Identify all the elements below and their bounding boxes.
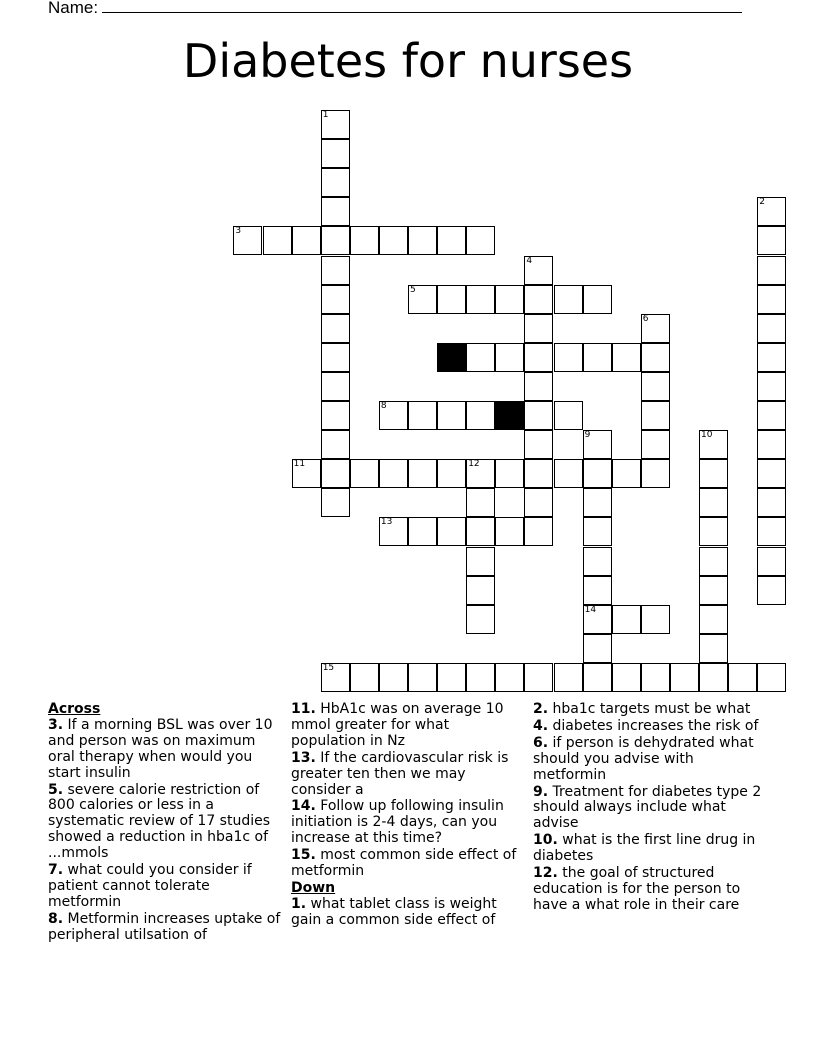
- grid-cell[interactable]: [495, 517, 524, 546]
- grid-cell[interactable]: [757, 459, 786, 488]
- clue-down-12: 12. the goal of structured education is for the person to have a what role in their care: [533, 865, 741, 913]
- grid-cell[interactable]: [524, 285, 553, 314]
- grid-cell[interactable]: [583, 459, 612, 488]
- clue-number: 6: [642, 313, 649, 324]
- grid-cell[interactable]: [699, 459, 728, 488]
- grid-cell[interactable]: [524, 314, 553, 343]
- grid-cell[interactable]: [466, 547, 495, 576]
- blocked-cell: [437, 343, 466, 372]
- grid-cell[interactable]: [583, 663, 612, 692]
- grid-cell[interactable]: [583, 547, 612, 576]
- clue-down-6: 6. if person is dehydrated what should you advise with metformin: [533, 734, 754, 783]
- grid-cell[interactable]: [466, 576, 495, 605]
- grid-cell[interactable]: [379, 226, 408, 255]
- grid-cell[interactable]: [524, 488, 553, 517]
- grid-cell[interactable]: [757, 285, 786, 314]
- grid-cell[interactable]: [466, 401, 495, 430]
- grid-cell[interactable]: [495, 459, 524, 488]
- grid-cell[interactable]: [612, 663, 641, 692]
- grid-cell[interactable]: [641, 663, 670, 692]
- grid-cell[interactable]: [554, 343, 583, 372]
- grid-cell[interactable]: [321, 459, 350, 488]
- grid-cell[interactable]: [466, 226, 495, 255]
- grid-cell[interactable]: [524, 430, 553, 459]
- clue-across-5: 5. severe calorie restriction of 800 calories or less in a systematic review of 17 studies showed a reduction in hba1c of ...mmols: [48, 781, 271, 862]
- grid-cell[interactable]: [699, 605, 728, 634]
- grid-cell[interactable]: [321, 168, 350, 197]
- grid-cell[interactable]: [437, 517, 466, 546]
- grid-cell[interactable]: [350, 663, 379, 692]
- grid-cell[interactable]: [612, 343, 641, 372]
- grid-cell[interactable]: [641, 459, 670, 488]
- clue-number: 5: [410, 284, 416, 295]
- clue-across-8: 8. Metformin increases uptake of peripheral utilsation of: [48, 910, 281, 943]
- grid-cell[interactable]: [408, 226, 437, 255]
- grid-cell[interactable]: [466, 517, 495, 546]
- grid-cell[interactable]: [641, 314, 670, 343]
- grid-cell[interactable]: [554, 285, 583, 314]
- grid-cell[interactable]: [321, 401, 350, 430]
- grid-cell[interactable]: [554, 401, 583, 430]
- grid-cell[interactable]: [524, 459, 553, 488]
- grid-cell[interactable]: [757, 488, 786, 517]
- clue-number: 9: [584, 430, 591, 441]
- grid-cell[interactable]: [437, 401, 466, 430]
- grid-cell[interactable]: [757, 197, 786, 226]
- grid-cell[interactable]: [379, 401, 408, 430]
- clue-number: 8: [380, 401, 387, 411]
- grid-cell[interactable]: [612, 459, 641, 488]
- grid-cell[interactable]: [757, 372, 786, 401]
- grid-cell[interactable]: [583, 343, 612, 372]
- grid-cell[interactable]: [495, 285, 524, 314]
- grid-cell[interactable]: [495, 343, 524, 372]
- grid-cell[interactable]: [321, 488, 350, 517]
- grid-cell[interactable]: [321, 663, 350, 692]
- clue-number: 2: [759, 197, 765, 208]
- grid-cell[interactable]: [233, 226, 262, 255]
- grid-cell[interactable]: [350, 226, 379, 255]
- grid-cell[interactable]: [408, 517, 437, 546]
- grid-cell[interactable]: [263, 226, 292, 255]
- grid-cell[interactable]: [466, 488, 495, 517]
- grid-cell[interactable]: [583, 285, 612, 314]
- clue-across-7: 7. what could you consider if patient cannot tolerate metformin: [48, 862, 252, 910]
- clue-number: 13: [380, 517, 393, 528]
- clue-number: 11: [293, 459, 306, 470]
- clue-down-10: 10. what is the first line drug in diabetes: [533, 832, 756, 865]
- grid-cell[interactable]: [554, 663, 583, 692]
- grid-cell[interactable]: [583, 430, 612, 459]
- grid-cell[interactable]: [699, 517, 728, 546]
- grid-cell[interactable]: [757, 256, 786, 285]
- clue-number: 4: [526, 255, 533, 266]
- grid-cell[interactable]: [379, 517, 408, 546]
- grid-cell[interactable]: [408, 285, 437, 314]
- grid-cell[interactable]: [699, 576, 728, 605]
- grid-cell[interactable]: [321, 139, 350, 168]
- grid-cell[interactable]: [524, 343, 553, 372]
- grid-cell[interactable]: [321, 110, 350, 139]
- grid-cell[interactable]: [350, 459, 379, 488]
- grid-cell[interactable]: [583, 517, 612, 546]
- grid-cell[interactable]: [321, 430, 350, 459]
- clue-across-15: 15. most common side effect of metformin: [291, 847, 517, 880]
- name-label: Name:: [48, 0, 99, 17]
- grid-cell[interactable]: [641, 401, 670, 430]
- clue-across-11: 11. HbA1c was on average 10 mmol greater for what population in Nz: [291, 701, 504, 749]
- clue-number: 10: [701, 430, 713, 441]
- grid-cell[interactable]: [757, 663, 786, 692]
- clue-down-2: 2. hba1c targets must be what: [533, 701, 751, 717]
- grid-cell[interactable]: [757, 226, 786, 255]
- grid-cell[interactable]: [699, 634, 728, 663]
- grid-cell[interactable]: [321, 256, 350, 285]
- puzzle-title: Diabetes for nurses: [182, 34, 634, 88]
- grid-cell[interactable]: [670, 663, 699, 692]
- grid-cell[interactable]: [524, 256, 553, 285]
- grid-cell[interactable]: [641, 343, 670, 372]
- grid-cell[interactable]: [292, 226, 321, 255]
- grid-cell[interactable]: [321, 285, 350, 314]
- clue-column-2: [291, 702, 517, 930]
- clue-down-4: 4. diabetes increases the risk of: [533, 717, 759, 734]
- grid-cell[interactable]: [699, 547, 728, 576]
- grid-cell[interactable]: [524, 372, 553, 401]
- clue-number: 3: [235, 226, 242, 237]
- clue-column-3: [533, 702, 763, 915]
- grid-cell[interactable]: [641, 605, 670, 634]
- grid-cell[interactable]: [379, 663, 408, 692]
- grid-cell[interactable]: [321, 372, 350, 401]
- grid-cell[interactable]: [437, 285, 466, 314]
- grid-cell[interactable]: [408, 459, 437, 488]
- grid-cell[interactable]: [379, 459, 408, 488]
- grid-cell[interactable]: [466, 459, 495, 488]
- grid-cell[interactable]: [466, 285, 495, 314]
- clue-across-13: 13. If the cardiovascular risk is greater ten then we may consider a: [291, 749, 509, 798]
- grid-cell[interactable]: [408, 401, 437, 430]
- down-heading: Down: [291, 879, 336, 896]
- grid-cell[interactable]: [495, 663, 524, 692]
- grid-cell[interactable]: [728, 663, 757, 692]
- grid-cell[interactable]: [321, 314, 350, 343]
- blocked-cell: [495, 401, 524, 430]
- grid-cell[interactable]: [437, 663, 466, 692]
- grid-cell[interactable]: [524, 401, 553, 430]
- grid-cell[interactable]: [437, 226, 466, 255]
- clue-column-1: [48, 702, 283, 945]
- grid-cell[interactable]: [524, 517, 553, 546]
- grid-cell[interactable]: [757, 401, 786, 430]
- clue-across-3: 3. If a morning BSL was over 10 and person was on maximum oral therapy when would you start insulin: [48, 716, 273, 781]
- grid-cell[interactable]: [466, 343, 495, 372]
- clue-number: 1: [322, 110, 329, 120]
- clue-number: 12: [468, 459, 480, 470]
- grid-cell[interactable]: [757, 314, 786, 343]
- grid-cell[interactable]: [757, 517, 786, 546]
- grid-cell[interactable]: [321, 197, 350, 226]
- grid-cell[interactable]: [466, 663, 495, 692]
- grid-cell[interactable]: [612, 605, 641, 634]
- grid-cell[interactable]: [292, 459, 321, 488]
- grid-cell[interactable]: [524, 663, 553, 692]
- grid-cell[interactable]: [699, 488, 728, 517]
- grid-cell[interactable]: [583, 605, 612, 634]
- grid-cell[interactable]: [321, 343, 350, 372]
- grid-cell[interactable]: [699, 430, 728, 459]
- clue-across-14: 14. Follow up following insulin initiation is 2-4 days, can you increase at this time?: [291, 798, 504, 847]
- grid-cell[interactable]: [583, 634, 612, 663]
- grid-cell[interactable]: [554, 459, 583, 488]
- grid-cell[interactable]: [757, 430, 786, 459]
- grid-cell[interactable]: [583, 576, 612, 605]
- grid-cell[interactable]: [757, 547, 786, 576]
- grid-cell[interactable]: [437, 459, 466, 488]
- grid-cell[interactable]: [641, 372, 670, 401]
- clue-down-9: 9. Treatment for diabetes type 2 should always include what advise: [533, 783, 762, 832]
- grid-cell[interactable]: [757, 576, 786, 605]
- grid-cell[interactable]: [699, 663, 728, 692]
- clue-down-1: 1. what tablet class is weight gain a common side effect of: [291, 895, 497, 928]
- grid-cell[interactable]: [583, 488, 612, 517]
- grid-cell[interactable]: [321, 226, 350, 255]
- grid-cell[interactable]: [757, 343, 786, 372]
- grid-cell[interactable]: [466, 605, 495, 634]
- clue-number: 14: [584, 604, 597, 615]
- across-heading: Across: [48, 701, 101, 717]
- grid-cell[interactable]: [641, 430, 670, 459]
- clue-number: 15: [322, 662, 335, 673]
- grid-cell[interactable]: [408, 663, 437, 692]
